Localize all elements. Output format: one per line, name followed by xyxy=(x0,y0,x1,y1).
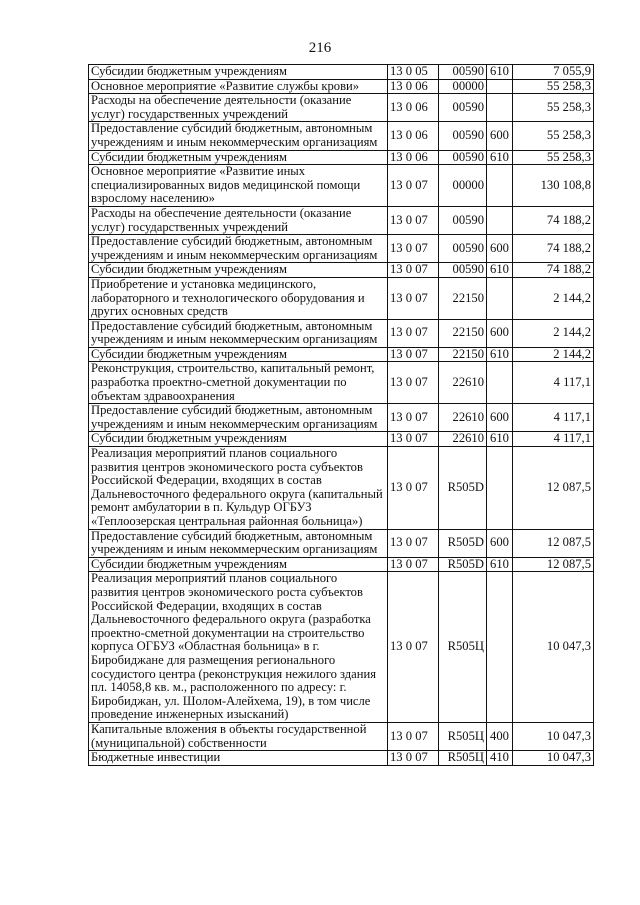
direction-code-cell: 22610 xyxy=(439,404,487,432)
program-code-cell: 13 0 05 xyxy=(388,65,439,80)
expense-type-cell: 600 xyxy=(487,404,513,432)
amount-cell: 7 055,9 xyxy=(513,65,594,80)
row-name-cell: Субсидии бюджетным учреждениям xyxy=(89,347,388,362)
row-name-cell: Приобретение и установка медицинского, лабораторного и технологического оборудования и других основных средств xyxy=(89,277,388,319)
program-code-cell: 13 0 06 xyxy=(388,94,439,122)
program-code-cell: 13 0 07 xyxy=(388,447,439,530)
page-number: 216 xyxy=(308,40,332,56)
table-row xyxy=(89,347,594,362)
expense-type-cell xyxy=(487,165,513,207)
expense-type-cell: 600 xyxy=(487,319,513,347)
table-row xyxy=(89,206,594,234)
row-name-cell: Предоставление субсидий бюджетным, автономным учреждениям и иным некоммерческим организациям xyxy=(89,235,388,263)
row-name-cell: Реализация мероприятий планов социального развития центров экономического роста субъектов Российской Федерации, входящих в состав Дальневосточного федерального округа (капитальный ремонт амбулатории в п. Кульдур ОГБУЗ «Теплоозерская центральная районная больница») xyxy=(89,447,388,530)
table-row xyxy=(89,65,594,80)
amount-cell: 12 087,5 xyxy=(513,557,594,572)
table-row xyxy=(89,751,594,766)
row-name-cell: Капитальные вложения в объекты государственной (муниципальной) собственности xyxy=(89,722,388,750)
direction-code-cell: R505Ц xyxy=(439,722,487,750)
expense-type-cell: 610 xyxy=(487,263,513,278)
direction-code-cell: R505D xyxy=(439,447,487,530)
table-row xyxy=(89,150,594,165)
row-name-cell: Расходы на обеспечение деятельности (оказание услуг) государственных учреждений xyxy=(89,94,388,122)
program-code-cell: 13 0 07 xyxy=(388,722,439,750)
amount-cell: 12 087,5 xyxy=(513,447,594,530)
direction-code-cell: 00590 xyxy=(439,122,487,150)
amount-cell: 10 047,3 xyxy=(513,572,594,723)
row-name-cell: Реализация мероприятий планов социального развития центров экономического роста субъектов Российской Федерации, входящих в состав Дальневосточного федерального округа (разработка проектно-сметной документации на строительство корпуса ОГБУЗ «Областная больница» в г. Биробиджане для размещения регионального сосудистого центра (реконструкция нежилого здания пл. 14058,8 кв. м., расположенного по адресу: г. Биробиджан, ул. Шолом-Алейхема, 19), в том числе проведение инженерных изысканий) xyxy=(89,572,388,723)
expense-type-cell: 610 xyxy=(487,432,513,447)
table-row xyxy=(89,447,594,530)
row-name-cell: Предоставление субсидий бюджетным, автономным учреждениям и иным некоммерческим организациям xyxy=(89,529,388,557)
program-code-cell: 13 0 06 xyxy=(388,150,439,165)
expense-type-cell xyxy=(487,277,513,319)
program-code-cell: 13 0 07 xyxy=(388,432,439,447)
row-name-cell: Основное мероприятие «Развитие службы крови» xyxy=(89,79,388,94)
table-row xyxy=(89,432,594,447)
row-name-cell: Предоставление субсидий бюджетным, автономным учреждениям и иным некоммерческим организациям xyxy=(89,319,388,347)
direction-code-cell: R505D xyxy=(439,557,487,572)
direction-code-cell: 00000 xyxy=(439,79,487,94)
amount-cell: 74 188,2 xyxy=(513,235,594,263)
direction-code-cell: 00590 xyxy=(439,235,487,263)
amount-cell: 55 258,3 xyxy=(513,79,594,94)
expense-type-cell: 600 xyxy=(487,122,513,150)
row-name-cell: Расходы на обеспечение деятельности (оказание услуг) государственных учреждений xyxy=(89,206,388,234)
budget-table-body xyxy=(89,65,594,766)
table-row xyxy=(89,122,594,150)
table-row xyxy=(89,722,594,750)
row-name-cell: Субсидии бюджетным учреждениям xyxy=(89,263,388,278)
expense-type-cell xyxy=(487,94,513,122)
program-code-cell: 13 0 07 xyxy=(388,206,439,234)
row-name-cell: Субсидии бюджетным учреждениям xyxy=(89,65,388,80)
row-name-cell: Основное мероприятие «Развитие иных специализированных видов медицинской помощи взрослому населению» xyxy=(89,165,388,207)
expense-type-cell xyxy=(487,572,513,723)
program-code-cell: 13 0 07 xyxy=(388,557,439,572)
table-row xyxy=(89,94,594,122)
expense-type-cell xyxy=(487,447,513,530)
direction-code-cell: R505Ц xyxy=(439,751,487,766)
table-row xyxy=(89,79,594,94)
expense-type-cell: 610 xyxy=(487,150,513,165)
program-code-cell: 13 0 06 xyxy=(388,122,439,150)
row-name-cell: Предоставление субсидий бюджетным, автономным учреждениям и иным некоммерческим организациям xyxy=(89,404,388,432)
row-name-cell: Предоставление субсидий бюджетным, автономным учреждениям и иным некоммерческим организациям xyxy=(89,122,388,150)
amount-cell: 10 047,3 xyxy=(513,751,594,766)
amount-cell: 10 047,3 xyxy=(513,722,594,750)
program-code-cell: 13 0 07 xyxy=(388,235,439,263)
row-name-cell: Субсидии бюджетным учреждениям xyxy=(89,432,388,447)
direction-code-cell: 00590 xyxy=(439,206,487,234)
program-code-cell: 13 0 07 xyxy=(388,529,439,557)
direction-code-cell: 00590 xyxy=(439,65,487,80)
direction-code-cell: 00590 xyxy=(439,150,487,165)
direction-code-cell: 00590 xyxy=(439,94,487,122)
table-row xyxy=(89,277,594,319)
direction-code-cell: 00590 xyxy=(439,263,487,278)
program-code-cell: 13 0 07 xyxy=(388,362,439,404)
program-code-cell: 13 0 07 xyxy=(388,404,439,432)
expense-type-cell: 610 xyxy=(487,65,513,80)
expense-type-cell xyxy=(487,79,513,94)
expense-type-cell xyxy=(487,362,513,404)
table-row xyxy=(89,362,594,404)
amount-cell: 4 117,1 xyxy=(513,404,594,432)
direction-code-cell: 22610 xyxy=(439,362,487,404)
direction-code-cell: 22150 xyxy=(439,319,487,347)
direction-code-cell: 00000 xyxy=(439,165,487,207)
budget-table xyxy=(88,64,594,766)
table-row xyxy=(89,572,594,723)
table-row xyxy=(89,557,594,572)
amount-cell: 74 188,2 xyxy=(513,206,594,234)
expense-type-cell: 610 xyxy=(487,347,513,362)
program-code-cell: 13 0 07 xyxy=(388,165,439,207)
table-row xyxy=(89,319,594,347)
amount-cell: 2 144,2 xyxy=(513,277,594,319)
expense-type-cell: 610 xyxy=(487,557,513,572)
direction-code-cell: 22150 xyxy=(439,277,487,319)
table-row xyxy=(89,263,594,278)
row-name-cell: Реконструкция, строительство, капитальный ремонт, разработка проектно-сметной документации по объектам здравоохранения xyxy=(89,362,388,404)
direction-code-cell: 22150 xyxy=(439,347,487,362)
amount-cell: 4 117,1 xyxy=(513,432,594,447)
expense-type-cell: 600 xyxy=(487,235,513,263)
amount-cell: 130 108,8 xyxy=(513,165,594,207)
amount-cell: 74 188,2 xyxy=(513,263,594,278)
direction-code-cell: R505Ц xyxy=(439,572,487,723)
amount-cell: 4 117,1 xyxy=(513,362,594,404)
amount-cell: 2 144,2 xyxy=(513,347,594,362)
program-code-cell: 13 0 06 xyxy=(388,79,439,94)
expense-type-cell: 410 xyxy=(487,751,513,766)
direction-code-cell: R505D xyxy=(439,529,487,557)
program-code-cell: 13 0 07 xyxy=(388,347,439,362)
table-row xyxy=(89,529,594,557)
program-code-cell: 13 0 07 xyxy=(388,263,439,278)
row-name-cell: Субсидии бюджетным учреждениям xyxy=(89,557,388,572)
amount-cell: 55 258,3 xyxy=(513,150,594,165)
amount-cell: 55 258,3 xyxy=(513,122,594,150)
program-code-cell: 13 0 07 xyxy=(388,319,439,347)
expense-type-cell: 400 xyxy=(487,722,513,750)
row-name-cell: Субсидии бюджетным учреждениям xyxy=(89,150,388,165)
table-row xyxy=(89,404,594,432)
expense-type-cell: 600 xyxy=(487,529,513,557)
program-code-cell: 13 0 07 xyxy=(388,751,439,766)
amount-cell: 55 258,3 xyxy=(513,94,594,122)
table-row xyxy=(89,235,594,263)
amount-cell: 2 144,2 xyxy=(513,319,594,347)
amount-cell: 12 087,5 xyxy=(513,529,594,557)
program-code-cell: 13 0 07 xyxy=(388,572,439,723)
program-code-cell: 13 0 07 xyxy=(388,277,439,319)
row-name-cell: Бюджетные инвестиции xyxy=(89,751,388,766)
direction-code-cell: 22610 xyxy=(439,432,487,447)
expense-type-cell xyxy=(487,206,513,234)
table-row xyxy=(89,165,594,207)
